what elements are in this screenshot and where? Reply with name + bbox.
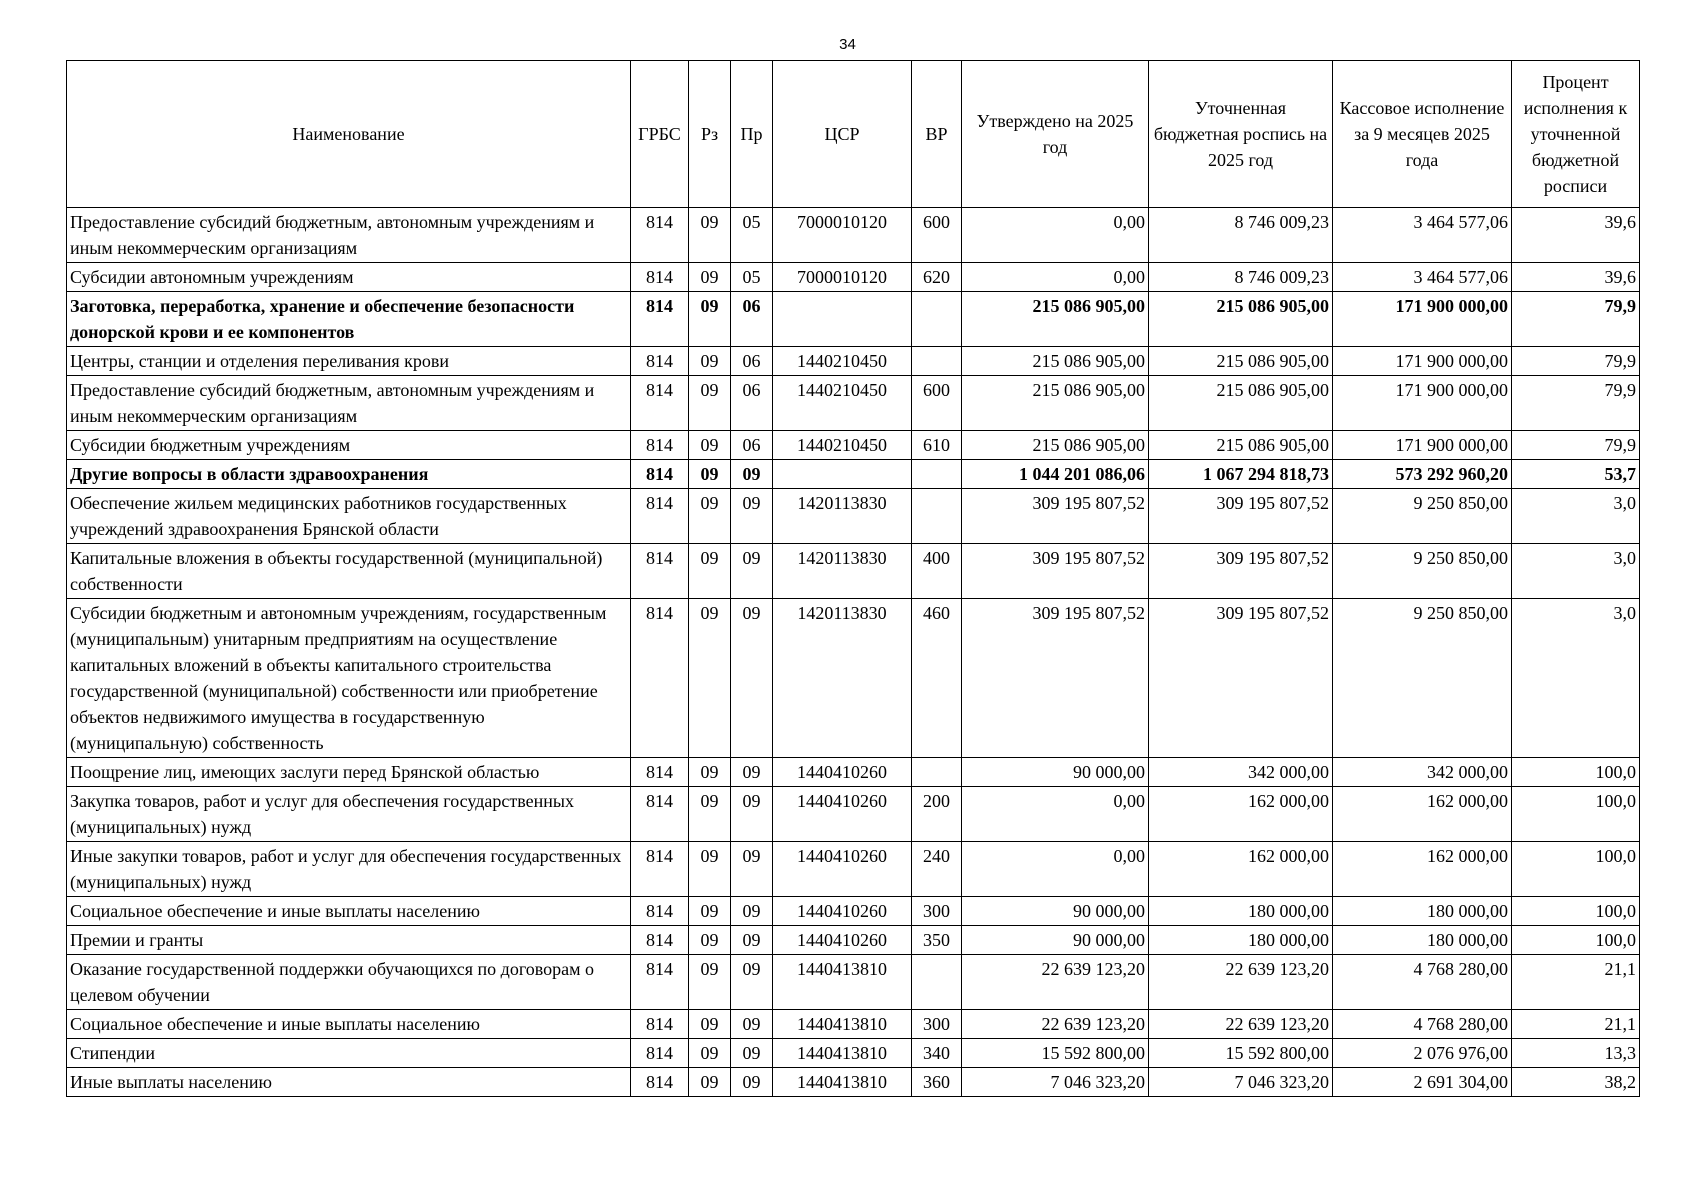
header-vr: ВР [912,61,962,208]
table-row [67,758,1640,787]
vr-cell [912,489,962,544]
cash-cell: 180 000,00 [1333,897,1512,926]
name-cell: Социальное обеспечение и иные выплаты населению [67,1010,631,1039]
refined-cell: 180 000,00 [1149,897,1333,926]
pr-cell: 06 [731,376,773,431]
grbs-cell: 814 [631,460,689,489]
table-row [67,431,1640,460]
cash-cell: 171 900 000,00 [1333,347,1512,376]
csr-cell: 1420113830 [773,544,912,599]
refined-cell: 215 086 905,00 [1149,347,1333,376]
name-cell: Предоставление субсидий бюджетным, автономным учреждениям и иным некоммерческим организациям [67,376,631,431]
csr-cell [773,292,912,347]
rz-cell: 09 [689,347,731,376]
header-row [67,61,1640,208]
name-cell: Оказание государственной поддержки обучающихся по договорам о целевом обучении [67,955,631,1010]
cash-cell: 4 768 280,00 [1333,1010,1512,1039]
cash-cell: 9 250 850,00 [1333,544,1512,599]
table-row [67,544,1640,599]
cash-cell: 9 250 850,00 [1333,489,1512,544]
vr-cell: 200 [912,787,962,842]
name-cell: Центры, станции и отделения переливания крови [67,347,631,376]
percent-cell: 100,0 [1512,926,1640,955]
csr-cell [773,460,912,489]
header-name: Наименование [67,61,631,208]
csr-cell: 1440410260 [773,758,912,787]
grbs-cell: 814 [631,489,689,544]
rz-cell: 09 [689,208,731,263]
rz-cell: 09 [689,1068,731,1097]
csr-cell: 1440410260 [773,842,912,897]
pr-cell: 05 [731,208,773,263]
vr-cell: 460 [912,599,962,758]
grbs-cell: 814 [631,544,689,599]
header-refined: Уточненная бюджетная роспись на 2025 год [1149,61,1333,208]
table-row [67,489,1640,544]
csr-cell: 1420113830 [773,599,912,758]
name-cell: Премии и гранты [67,926,631,955]
pr-cell: 09 [731,1010,773,1039]
percent-cell: 100,0 [1512,758,1640,787]
pr-cell: 09 [731,1039,773,1068]
refined-cell: 309 195 807,52 [1149,544,1333,599]
refined-cell: 309 195 807,52 [1149,489,1333,544]
grbs-cell: 814 [631,599,689,758]
csr-cell: 1440210450 [773,347,912,376]
approved-cell: 0,00 [962,842,1149,897]
name-cell: Заготовка, переработка, хранение и обеспечение безопасности донорской крови и ее компонентов [67,292,631,347]
percent-cell: 21,1 [1512,1010,1640,1039]
pr-cell: 09 [731,1068,773,1097]
table-row [67,263,1640,292]
name-cell: Закупка товаров, работ и услуг для обеспечения государственных (муниципальных) нужд [67,787,631,842]
pr-cell: 09 [731,758,773,787]
csr-cell: 1440413810 [773,955,912,1010]
approved-cell: 309 195 807,52 [962,489,1149,544]
vr-cell: 400 [912,544,962,599]
cash-cell: 180 000,00 [1333,926,1512,955]
csr-cell: 1440410260 [773,787,912,842]
approved-cell: 0,00 [962,787,1149,842]
approved-cell: 215 086 905,00 [962,431,1149,460]
name-cell: Капитальные вложения в объекты государственной (муниципальной) собственности [67,544,631,599]
name-cell: Стипендии [67,1039,631,1068]
table-row [67,1068,1640,1097]
approved-cell: 215 086 905,00 [962,376,1149,431]
percent-cell: 3,0 [1512,599,1640,758]
name-cell: Субсидии бюджетным и автономным учреждениям, государственным (муниципальным) унитарным предприятиям на осуществление капитальных вложений в объекты капитального строительства государственной (муниципальной) собственности или приобретение объектов недвижимого имущества в государственную (муниципальную) собственность [67,599,631,758]
csr-cell: 1440410260 [773,926,912,955]
percent-cell: 38,2 [1512,1068,1640,1097]
csr-cell: 7000010120 [773,208,912,263]
pr-cell: 09 [731,544,773,599]
pr-cell: 09 [731,787,773,842]
header-csr: ЦСР [773,61,912,208]
csr-cell: 1440413810 [773,1010,912,1039]
percent-cell: 79,9 [1512,431,1640,460]
approved-cell: 90 000,00 [962,758,1149,787]
refined-cell: 215 086 905,00 [1149,431,1333,460]
percent-cell: 39,6 [1512,263,1640,292]
cash-cell: 4 768 280,00 [1333,955,1512,1010]
pr-cell: 05 [731,263,773,292]
grbs-cell: 814 [631,842,689,897]
rz-cell: 09 [689,758,731,787]
vr-cell: 620 [912,263,962,292]
approved-cell: 90 000,00 [962,926,1149,955]
header-approved: Утверждено на 2025 год [962,61,1149,208]
approved-cell: 1 044 201 086,06 [962,460,1149,489]
rz-cell: 09 [689,926,731,955]
cash-cell: 162 000,00 [1333,842,1512,897]
grbs-cell: 814 [631,376,689,431]
cash-cell: 3 464 577,06 [1333,263,1512,292]
vr-cell [912,955,962,1010]
rz-cell: 09 [689,1039,731,1068]
percent-cell: 100,0 [1512,842,1640,897]
csr-cell: 1420113830 [773,489,912,544]
grbs-cell: 814 [631,787,689,842]
rz-cell: 09 [689,489,731,544]
csr-cell: 1440210450 [773,376,912,431]
refined-cell: 342 000,00 [1149,758,1333,787]
refined-cell: 15 592 800,00 [1149,1039,1333,1068]
vr-cell [912,758,962,787]
cash-cell: 171 900 000,00 [1333,431,1512,460]
approved-cell: 90 000,00 [962,897,1149,926]
table-row [67,292,1640,347]
pr-cell: 09 [731,926,773,955]
refined-cell: 1 067 294 818,73 [1149,460,1333,489]
grbs-cell: 814 [631,758,689,787]
table-row [67,599,1640,758]
percent-cell: 79,9 [1512,347,1640,376]
vr-cell: 350 [912,926,962,955]
table-row [67,787,1640,842]
percent-cell: 3,0 [1512,489,1640,544]
pr-cell: 09 [731,460,773,489]
vr-cell: 300 [912,1010,962,1039]
name-cell: Иные закупки товаров, работ и услуг для обеспечения государственных (муниципальных) нужд [67,842,631,897]
cash-cell: 342 000,00 [1333,758,1512,787]
header-rz: Рз [689,61,731,208]
pr-cell: 06 [731,347,773,376]
refined-cell: 22 639 123,20 [1149,955,1333,1010]
rz-cell: 09 [689,842,731,897]
name-cell: Субсидии автономным учреждениям [67,263,631,292]
csr-cell: 1440413810 [773,1039,912,1068]
vr-cell [912,460,962,489]
header-cash: Кассовое исполнение за 9 месяцев 2025 года [1333,61,1512,208]
percent-cell: 21,1 [1512,955,1640,1010]
rz-cell: 09 [689,292,731,347]
pr-cell: 06 [731,292,773,347]
pr-cell: 09 [731,955,773,1010]
approved-cell: 215 086 905,00 [962,347,1149,376]
refined-cell: 309 195 807,52 [1149,599,1333,758]
table-row [67,897,1640,926]
cash-cell: 162 000,00 [1333,787,1512,842]
approved-cell: 15 592 800,00 [962,1039,1149,1068]
rz-cell: 09 [689,787,731,842]
header-grbs: ГРБС [631,61,689,208]
percent-cell: 100,0 [1512,787,1640,842]
name-cell: Социальное обеспечение и иные выплаты населению [67,897,631,926]
approved-cell: 22 639 123,20 [962,955,1149,1010]
vr-cell: 610 [912,431,962,460]
name-cell: Субсидии бюджетным учреждениям [67,431,631,460]
vr-cell: 340 [912,1039,962,1068]
header-pr: Пр [731,61,773,208]
name-cell: Обеспечение жильем медицинских работников государственных учреждений здравоохранения Брянской области [67,489,631,544]
cash-cell: 2 076 976,00 [1333,1039,1512,1068]
pr-cell: 09 [731,489,773,544]
csr-cell: 1440210450 [773,431,912,460]
grbs-cell: 814 [631,926,689,955]
pr-cell: 09 [731,599,773,758]
vr-cell: 360 [912,1068,962,1097]
table-row [67,926,1640,955]
table-body [67,208,1640,1097]
rz-cell: 09 [689,544,731,599]
refined-cell: 215 086 905,00 [1149,376,1333,431]
refined-cell: 180 000,00 [1149,926,1333,955]
csr-cell: 1440410260 [773,897,912,926]
refined-cell: 7 046 323,20 [1149,1068,1333,1097]
csr-cell: 7000010120 [773,263,912,292]
budget-table [66,60,1640,1097]
approved-cell: 215 086 905,00 [962,292,1149,347]
name-cell: Поощрение лиц, имеющих заслуги перед Брянской областью [67,758,631,787]
vr-cell: 240 [912,842,962,897]
cash-cell: 9 250 850,00 [1333,599,1512,758]
pr-cell: 09 [731,842,773,897]
grbs-cell: 814 [631,1010,689,1039]
approved-cell: 309 195 807,52 [962,544,1149,599]
name-cell: Другие вопросы в области здравоохранения [67,460,631,489]
table-row [67,1010,1640,1039]
table-row [67,460,1640,489]
csr-cell: 1440413810 [773,1068,912,1097]
percent-cell: 100,0 [1512,897,1640,926]
table-row [67,1039,1640,1068]
rz-cell: 09 [689,599,731,758]
refined-cell: 215 086 905,00 [1149,292,1333,347]
page-number: 34 [839,36,856,53]
vr-cell [912,347,962,376]
table-row [67,376,1640,431]
rz-cell: 09 [689,955,731,1010]
table-row [67,347,1640,376]
approved-cell: 309 195 807,52 [962,599,1149,758]
table-row [67,208,1640,263]
percent-cell: 39,6 [1512,208,1640,263]
table-row [67,842,1640,897]
cash-cell: 573 292 960,20 [1333,460,1512,489]
refined-cell: 8 746 009,23 [1149,208,1333,263]
pr-cell: 09 [731,897,773,926]
grbs-cell: 814 [631,292,689,347]
grbs-cell: 814 [631,208,689,263]
vr-cell: 600 [912,208,962,263]
cash-cell: 171 900 000,00 [1333,376,1512,431]
grbs-cell: 814 [631,1039,689,1068]
rz-cell: 09 [689,376,731,431]
cash-cell: 3 464 577,06 [1333,208,1512,263]
name-cell: Предоставление субсидий бюджетным, автономным учреждениям и иным некоммерческим организациям [67,208,631,263]
percent-cell: 79,9 [1512,376,1640,431]
name-cell: Иные выплаты населению [67,1068,631,1097]
pr-cell: 06 [731,431,773,460]
rz-cell: 09 [689,263,731,292]
percent-cell: 79,9 [1512,292,1640,347]
percent-cell: 13,3 [1512,1039,1640,1068]
vr-cell: 600 [912,376,962,431]
refined-cell: 162 000,00 [1149,842,1333,897]
refined-cell: 162 000,00 [1149,787,1333,842]
rz-cell: 09 [689,460,731,489]
rz-cell: 09 [689,1010,731,1039]
refined-cell: 8 746 009,23 [1149,263,1333,292]
grbs-cell: 814 [631,897,689,926]
grbs-cell: 814 [631,263,689,292]
vr-cell [912,292,962,347]
approved-cell: 0,00 [962,263,1149,292]
approved-cell: 0,00 [962,208,1149,263]
approved-cell: 22 639 123,20 [962,1010,1149,1039]
rz-cell: 09 [689,897,731,926]
percent-cell: 3,0 [1512,544,1640,599]
vr-cell: 300 [912,897,962,926]
rz-cell: 09 [689,431,731,460]
cash-cell: 171 900 000,00 [1333,292,1512,347]
grbs-cell: 814 [631,431,689,460]
header-percent: Процент исполнения к уточненной бюджетной росписи [1512,61,1640,208]
refined-cell: 22 639 123,20 [1149,1010,1333,1039]
grbs-cell: 814 [631,955,689,1010]
table-row [67,955,1640,1010]
grbs-cell: 814 [631,347,689,376]
percent-cell: 53,7 [1512,460,1640,489]
approved-cell: 7 046 323,20 [962,1068,1149,1097]
cash-cell: 2 691 304,00 [1333,1068,1512,1097]
grbs-cell: 814 [631,1068,689,1097]
